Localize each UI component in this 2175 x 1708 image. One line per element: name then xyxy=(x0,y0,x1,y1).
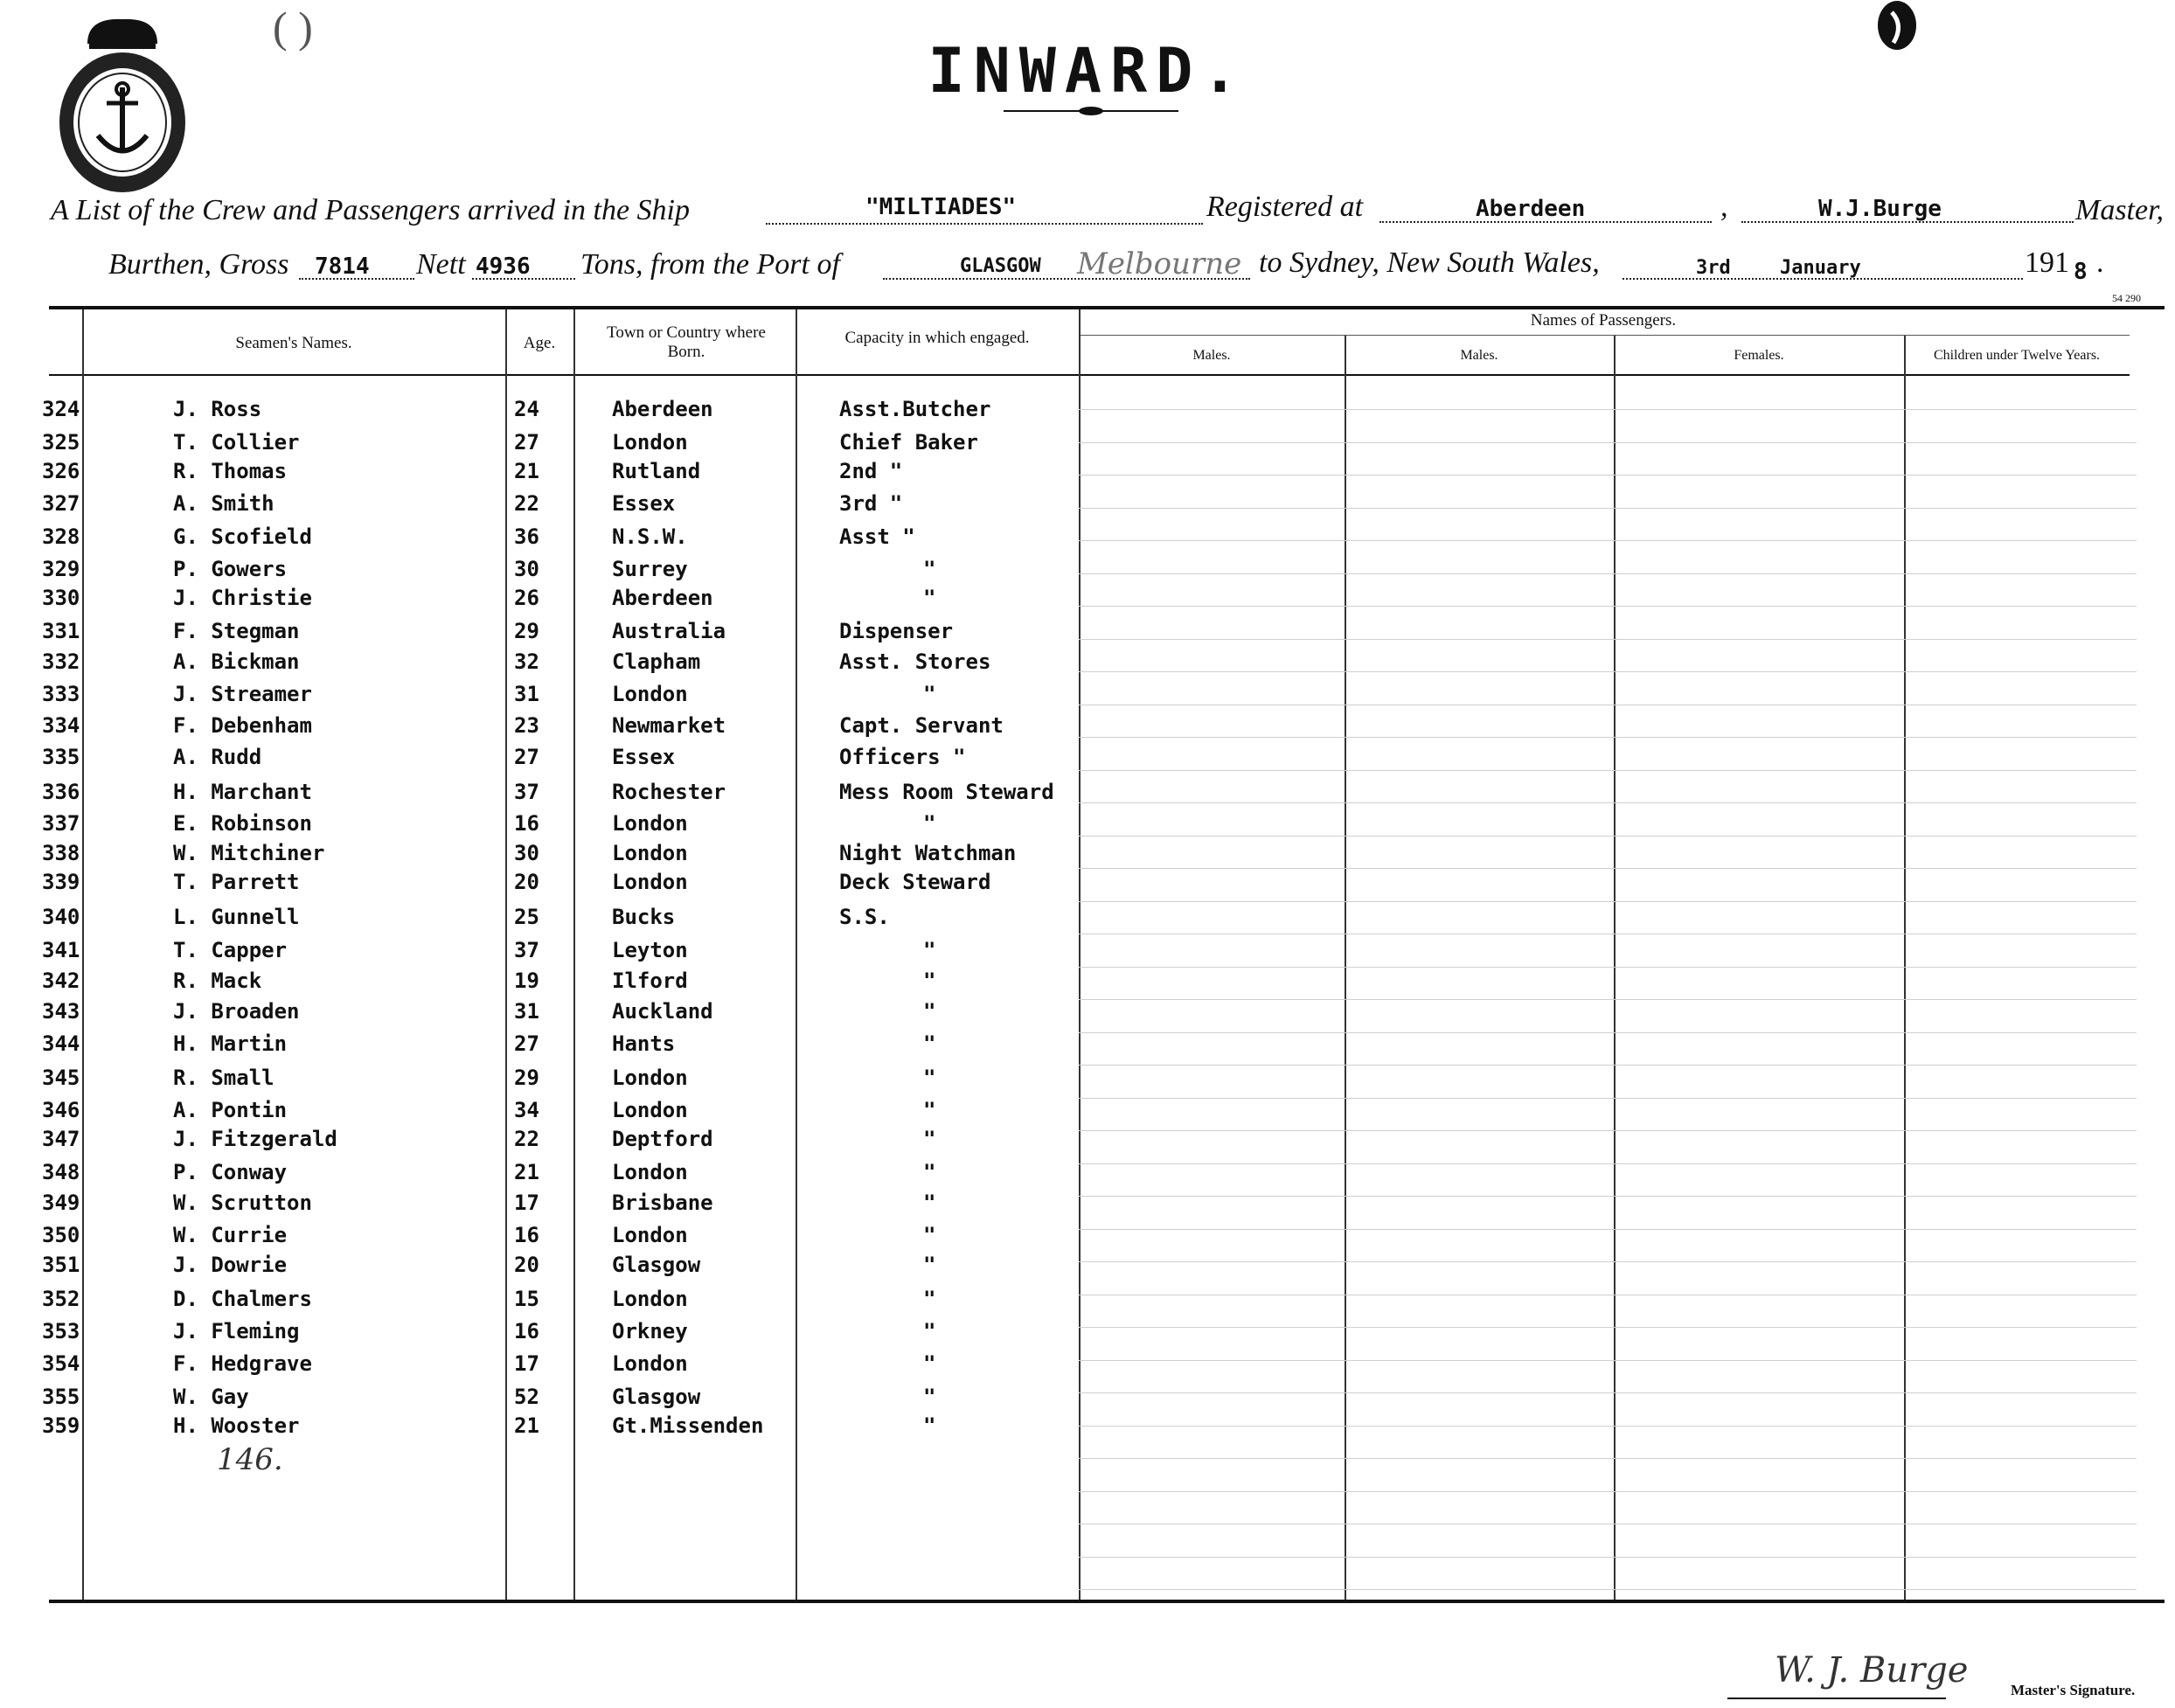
ruled-line xyxy=(1079,901,2137,902)
col-header-males-2: Males. xyxy=(1460,348,1498,363)
table-row xyxy=(0,682,2175,708)
seaman-age: 16 xyxy=(514,1223,539,1247)
seaman-name: F. Stegman xyxy=(173,619,300,643)
year-suffix: 8 xyxy=(2074,259,2088,285)
ruled-line xyxy=(1079,967,2137,968)
seaman-age: 32 xyxy=(514,649,539,674)
table-row xyxy=(0,619,2175,645)
port-handwritten: Melbourne xyxy=(1077,246,1242,281)
table-row xyxy=(0,1191,2175,1217)
date-month: January xyxy=(1780,257,1861,279)
row-number: 354 xyxy=(42,1351,80,1376)
seaman-age: 30 xyxy=(514,557,539,581)
seaman-name: J. Ross xyxy=(173,397,262,421)
table-row xyxy=(0,1351,2175,1378)
table-row xyxy=(0,745,2175,771)
capacity: Asst " xyxy=(839,524,915,549)
burthen-label: Burthen, Gross xyxy=(108,248,289,281)
seaman-name: L. Gunnell xyxy=(173,905,300,929)
table-top-rule xyxy=(49,306,2165,309)
col-header-children: Children under Twelve Years. xyxy=(1933,348,2101,363)
seaman-age: 22 xyxy=(514,1127,539,1151)
seaman-name: A. Pontin xyxy=(173,1098,288,1122)
birthplace: London xyxy=(612,1066,688,1090)
row-number: 350 xyxy=(42,1223,80,1247)
birthplace: Hants xyxy=(612,1031,676,1056)
table-row xyxy=(0,649,2175,676)
tons-from-label: Tons, from the Port of xyxy=(580,248,840,281)
table-row xyxy=(0,1098,2175,1124)
capacity: Mess Room Steward xyxy=(839,780,1054,804)
seaman-name: J. Fleming xyxy=(173,1319,300,1343)
seaman-name: H. Martin xyxy=(173,1031,288,1056)
birthplace: London xyxy=(612,682,688,706)
seaman-age: 20 xyxy=(514,1253,539,1277)
capacity: " xyxy=(923,1253,936,1277)
col-header-town: Town or Country where Born. xyxy=(607,323,766,361)
birthplace: Leyton xyxy=(612,938,688,962)
col-header-males-1: Males. xyxy=(1192,348,1231,363)
year-prefix: 191 xyxy=(2025,246,2069,279)
seaman-age: 27 xyxy=(514,1031,539,1056)
registered-port: Aberdeen xyxy=(1476,196,1586,222)
date-day: 3rd xyxy=(1696,257,1731,279)
seaman-age: 21 xyxy=(514,1160,539,1184)
seaman-name: H. Wooster xyxy=(173,1413,300,1438)
birthplace: London xyxy=(612,1223,688,1247)
ship-name: "MILTIADES" xyxy=(865,194,1017,220)
row-number: 338 xyxy=(42,841,80,865)
table-row xyxy=(0,1160,2175,1186)
row-number: 324 xyxy=(42,397,80,421)
row-number: 344 xyxy=(42,1031,80,1056)
seaman-age: 31 xyxy=(514,999,539,1024)
birthplace: Rutland xyxy=(612,459,701,483)
tally-note: 146. xyxy=(217,1442,283,1477)
birthplace: Ilford xyxy=(612,969,688,993)
seaman-age: 21 xyxy=(514,1413,539,1438)
row-number: 332 xyxy=(42,649,80,674)
capacity: " xyxy=(923,1413,936,1438)
birthplace: London xyxy=(612,1351,688,1376)
list-heading-text: A List of the Crew and Passengers arrived in the Ship xyxy=(51,194,690,226)
capacity: " xyxy=(923,1031,936,1056)
birthplace: Essex xyxy=(612,491,676,516)
birthplace: London xyxy=(612,870,688,894)
col-header-capacity: Capacity in which engaged. xyxy=(844,329,1030,347)
seaman-age: 31 xyxy=(514,682,539,706)
seaman-name: P. Gowers xyxy=(173,557,288,581)
master-name: W.J.Burge xyxy=(1818,196,1942,222)
seaman-age: 19 xyxy=(514,969,539,993)
capacity: " xyxy=(923,1160,936,1184)
row-number: 341 xyxy=(42,938,80,962)
seaman-age: 17 xyxy=(514,1191,539,1215)
capacity: " xyxy=(923,557,936,581)
table-row xyxy=(0,397,2175,423)
seaman-age: 22 xyxy=(514,491,539,516)
capacity: 2nd " xyxy=(839,459,903,483)
seaman-name: J. Christie xyxy=(173,586,312,610)
row-number: 355 xyxy=(42,1385,80,1409)
capacity: " xyxy=(923,682,936,706)
birthplace: Glasgow xyxy=(612,1385,701,1409)
capacity: Dispenser xyxy=(839,619,954,643)
row-number: 330 xyxy=(42,586,80,610)
birthplace: Aberdeen xyxy=(612,397,713,421)
seaman-name: W. Mitchiner xyxy=(173,841,325,865)
table-row xyxy=(0,905,2175,931)
capacity: " xyxy=(923,811,936,836)
signature-line xyxy=(1727,1698,1946,1699)
table-row xyxy=(0,524,2175,551)
seaman-age: 34 xyxy=(514,1098,539,1122)
seaman-name: A. Bickman xyxy=(173,649,300,674)
table-row xyxy=(0,999,2175,1025)
row-number: 340 xyxy=(42,905,80,929)
capacity: " xyxy=(923,1287,936,1311)
table-row xyxy=(0,938,2175,964)
row-number: 331 xyxy=(42,619,80,643)
seaman-age: 29 xyxy=(514,1066,539,1090)
birthplace: N.S.W. xyxy=(612,524,688,549)
row-number: 335 xyxy=(42,745,80,769)
seaman-name: J. Dowrie xyxy=(173,1253,288,1277)
row-number: 353 xyxy=(42,1319,80,1343)
capacity: " xyxy=(923,1223,936,1247)
capacity: 3rd " xyxy=(839,491,903,516)
header-bottom-rule xyxy=(49,374,1081,376)
row-number: 325 xyxy=(42,430,80,455)
year-dot: . xyxy=(2096,246,2104,279)
row-number: 336 xyxy=(42,780,80,804)
seaman-name: T. Collier xyxy=(173,430,300,455)
ruled-line xyxy=(1079,1589,2137,1590)
row-number: 343 xyxy=(42,999,80,1024)
birthplace: Australia xyxy=(612,619,726,643)
birthplace: London xyxy=(612,1098,688,1122)
capacity: " xyxy=(923,586,936,610)
seaman-name: J. Broaden xyxy=(173,999,300,1024)
seaman-age: 36 xyxy=(514,524,539,549)
birthplace: London xyxy=(612,841,688,865)
capacity: Asst.Butcher xyxy=(839,397,991,421)
birthplace: Gt.Missenden xyxy=(612,1413,764,1438)
table-row xyxy=(0,780,2175,806)
table-row xyxy=(0,713,2175,739)
seaman-age: 25 xyxy=(514,905,539,929)
birthplace: Bucks xyxy=(612,905,676,929)
col-header-age: Age. xyxy=(523,334,556,352)
birthplace: Deptford xyxy=(612,1127,713,1151)
row-number: 345 xyxy=(42,1066,80,1090)
seaman-name: D. Chalmers xyxy=(173,1287,312,1311)
ruled-line xyxy=(1079,868,2137,869)
seaman-age: 15 xyxy=(514,1287,539,1311)
seaman-name: A. Rudd xyxy=(173,745,262,769)
ruled-line xyxy=(1079,1557,2137,1558)
capacity: " xyxy=(923,969,936,993)
seaman-name: F. Debenham xyxy=(173,713,312,738)
port-from: GLASGOW xyxy=(960,255,1041,277)
col-header-females: Females. xyxy=(1734,348,1784,363)
row-number: 359 xyxy=(42,1413,80,1438)
nett-label: Nett xyxy=(416,248,466,281)
row-number: 348 xyxy=(42,1160,80,1184)
capacity: " xyxy=(923,1127,936,1151)
table-row xyxy=(0,1413,2175,1440)
row-number: 333 xyxy=(42,682,80,706)
birthplace: Orkney xyxy=(612,1319,688,1343)
ruled-line xyxy=(1079,1458,2137,1459)
ship-field-line xyxy=(766,223,1203,225)
seaman-age: 30 xyxy=(514,841,539,865)
seaman-age: 20 xyxy=(514,870,539,894)
page-title: INWARD. xyxy=(928,35,1247,107)
seaman-name: G. Scofield xyxy=(173,524,312,549)
seaman-age: 27 xyxy=(514,430,539,455)
row-number: 347 xyxy=(42,1127,80,1151)
table-row xyxy=(0,811,2175,837)
birthplace: Auckland xyxy=(612,999,713,1024)
row-number: 342 xyxy=(42,969,80,993)
row-number: 327 xyxy=(42,491,80,516)
row-number: 326 xyxy=(42,459,80,483)
table-row xyxy=(0,430,2175,456)
title-ornament xyxy=(1004,105,1178,117)
seaman-name: H. Marchant xyxy=(173,780,312,804)
birthplace: Glasgow xyxy=(612,1253,701,1277)
capacity: S.S. xyxy=(839,905,890,929)
capacity: " xyxy=(923,1191,936,1215)
seaman-age: 23 xyxy=(514,713,539,738)
master-signature: W. J. Burge xyxy=(1775,1650,1969,1691)
birthplace: Essex xyxy=(612,745,676,769)
seaman-age: 26 xyxy=(514,586,539,610)
capacity: " xyxy=(923,1319,936,1343)
capacity: " xyxy=(923,999,936,1024)
capacity: Asst. Stores xyxy=(839,649,991,674)
capacity: " xyxy=(923,1098,936,1122)
capacity: " xyxy=(923,1351,936,1376)
seaman-name: W. Currie xyxy=(173,1223,288,1247)
birthplace: Surrey xyxy=(612,557,688,581)
birthplace: London xyxy=(612,1160,688,1184)
capacity: Officers " xyxy=(839,745,966,769)
row-number: 351 xyxy=(42,1253,80,1277)
seaman-age: 24 xyxy=(514,397,539,421)
row-number: 352 xyxy=(42,1287,80,1311)
row-number: 334 xyxy=(42,713,80,738)
birthplace: Newmarket xyxy=(612,713,726,738)
passengers-header-rule xyxy=(1081,335,2130,336)
birthplace: Clapham xyxy=(612,649,701,674)
table-row xyxy=(0,459,2175,485)
table-row xyxy=(0,969,2175,995)
capacity: Deck Steward xyxy=(839,870,991,894)
table-row xyxy=(0,1066,2175,1092)
birthplace: London xyxy=(612,811,688,836)
seaman-name: A. Smith xyxy=(173,491,274,516)
birthplace: Aberdeen xyxy=(612,586,713,610)
table-row xyxy=(0,1319,2175,1345)
seaman-name: W. Scrutton xyxy=(173,1191,312,1215)
table-row xyxy=(0,1127,2175,1153)
col-header-name: Seamen's Names. xyxy=(235,334,352,352)
comma: , xyxy=(1720,191,1728,223)
table-row xyxy=(0,557,2175,583)
ruled-line xyxy=(1079,1491,2137,1492)
table-row xyxy=(0,1385,2175,1411)
seaman-age: 52 xyxy=(514,1385,539,1409)
seaman-name: F. Hedgrave xyxy=(173,1351,312,1376)
destination-label: to Sydney, New South Wales, xyxy=(1259,246,1600,279)
table-row xyxy=(0,1253,2175,1279)
table-row xyxy=(0,1223,2175,1249)
seaman-name: J. Streamer xyxy=(173,682,312,706)
row-number: 346 xyxy=(42,1098,80,1122)
margin-mark: ( ) xyxy=(273,3,313,52)
signature-label: Master's Signature. xyxy=(2011,1682,2136,1698)
row-number: 337 xyxy=(42,811,80,836)
seaman-name: W. Gay xyxy=(173,1385,249,1409)
seaman-age: 29 xyxy=(514,619,539,643)
birthplace: London xyxy=(612,430,688,455)
capacity: " xyxy=(923,1066,936,1090)
seaman-name: R. Thomas xyxy=(173,459,288,483)
row-number: 328 xyxy=(42,524,80,549)
seaman-name: E. Robinson xyxy=(173,811,312,836)
capacity: Night Watchman xyxy=(839,841,1017,865)
row-number: 329 xyxy=(42,557,80,581)
seaman-age: 16 xyxy=(514,1319,539,1343)
capacity: " xyxy=(923,938,936,962)
table-row xyxy=(0,841,2175,867)
birthplace: London xyxy=(612,1287,688,1311)
passengers-subheader-rule xyxy=(1081,374,2130,376)
registered-label: Registered at xyxy=(1206,191,1364,223)
seaman-age: 37 xyxy=(514,780,539,804)
seaman-name: T. Capper xyxy=(173,938,288,962)
table-row xyxy=(0,870,2175,896)
table-row xyxy=(0,491,2175,517)
seaman-age: 21 xyxy=(514,459,539,483)
capacity: " xyxy=(923,1385,936,1409)
seaman-name: J. Fitzgerald xyxy=(173,1127,337,1151)
nett-tons: 4936 xyxy=(476,253,531,280)
table-row xyxy=(0,586,2175,612)
col-header-passengers: Names of Passengers. xyxy=(1530,311,1677,330)
seaman-age: 37 xyxy=(514,938,539,962)
row-number: 349 xyxy=(42,1191,80,1215)
seaman-age: 17 xyxy=(514,1351,539,1376)
table-row xyxy=(0,1287,2175,1313)
seaman-name: R. Mack xyxy=(173,969,262,993)
birthplace: Brisbane xyxy=(612,1191,713,1215)
birthplace: Rochester xyxy=(612,780,726,804)
master-label: Master, xyxy=(2075,194,2165,226)
gross-tons: 7814 xyxy=(315,253,370,280)
seaman-age: 27 xyxy=(514,745,539,769)
table-row xyxy=(0,1031,2175,1058)
table-bottom-rule xyxy=(49,1600,2165,1603)
seaman-name: T. Parrett xyxy=(173,870,300,894)
capacity: Chief Baker xyxy=(839,430,978,455)
row-number: 339 xyxy=(42,870,80,894)
seaman-name: P. Conway xyxy=(173,1160,288,1184)
seaman-name: R. Small xyxy=(173,1066,274,1090)
capacity: Capt. Servant xyxy=(839,713,1004,738)
seaman-age: 16 xyxy=(514,811,539,836)
form-number: 54 290 xyxy=(2112,292,2141,304)
